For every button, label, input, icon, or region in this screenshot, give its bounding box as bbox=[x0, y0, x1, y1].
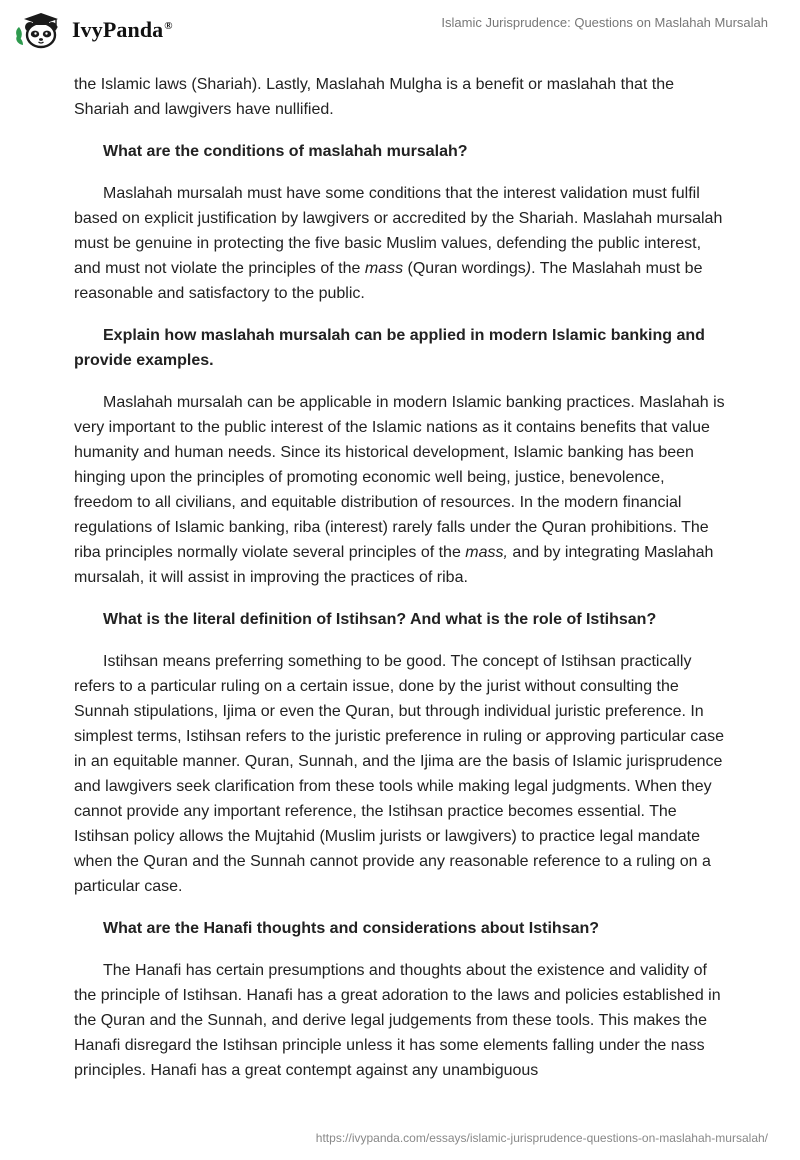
panda-graduate-icon bbox=[14, 10, 66, 50]
paragraph-istihsan: Istihsan means preferring something to be good. The concept of Istihsan practically refers to a particular ruling on a certain issue, done by the jurist without consulting the Sunnah stipulations, Ijima or even the Quran, but through individual juristic preference. In simplest terms, Istihsan refers to the juristic preference in ruling or approving particular case in an equitable manner. Quran, Sunnah, and the Ijima are the basis of Islamic jurisprudence and lawgivers seek clarification from these tools while making legal judgments. When they cannot provide any important reference, the Istihsan practice becomes essential. The Istihsan policy allows the Mujtahid (Muslim jurists or lawgivers) to practice legal mandate when the Quran and the Sunnah cannot provide any reasonable reference to a ruling on a particular case. bbox=[74, 653, 725, 895]
source-url[interactable]: https://ivypanda.com/essays/islamic-jurisprudence-questions-on-maslahah-mursalah/ bbox=[315, 1131, 768, 1145]
question-heading-hanafi: What are the Hanafi thoughts and considerations about Istihsan? bbox=[103, 920, 600, 937]
page-header bbox=[0, 0, 800, 66]
paragraph-continued: the Islamic laws (Shariah). Lastly, Maslahah Mulgha is a benefit or maslahah that the Shariah and lawgivers have nullified. bbox=[74, 76, 674, 118]
question-heading-istihsan: What is the literal definition of Istihsan? And what is the role of Istihsan? bbox=[103, 611, 657, 628]
brand-name: IvyPanda® bbox=[72, 17, 173, 42]
document-title: Islamic Jurisprudence: Questions on Maslahah Mursalah bbox=[441, 15, 768, 30]
paragraph-hanafi: The Hanafi has certain presumptions and thoughts about the existence and validity of the principle of Istihsan. Hanafi has a great adoration to the laws and policies established in the Quran and the Sunnah, and derive legal judgements from these tools. This makes the Hanafi disregard the Istihsan principle unless it has some elements falling under the nass principles. Hanafi has a great contempt against any unambiguous bbox=[74, 962, 721, 1079]
paragraph-conditions: Maslahah mursalah must have some conditions that the interest validation must fulfil based on explicit justification by lawgivers or accredited by the Shariah. Maslahah mursalah must be genuine in protecting the five basic Muslim values, defending the public interest, and must not violate the principles of the mass (Quran wordings). The Maslahah must be reasonable and satisfactory to the public. bbox=[74, 185, 723, 302]
ivypanda-logo[interactable] bbox=[14, 10, 173, 50]
question-heading-banking: Explain how maslahah mursalah can be applied in modern Islamic banking and provide examples. bbox=[74, 327, 705, 369]
paragraph-banking: Maslahah mursalah can be applicable in modern Islamic banking practices. Maslahah is very important to the public interest of the Islamic nations as it contains benefits that value humanity and human needs. Since its historical development, Islamic banking has been hinging upon the principles of promoting economic well being, justice, benevolence, freedom to all civilians, and equitable distribution of resources. In the modern financial regulations of Islamic banking, riba (interest) rarely falls under the Quran prohibitions. The riba principles normally violate several principles of the mass, and by integrating Maslahah mursalah, it will assist in improving the practices of riba. bbox=[74, 394, 725, 586]
essay-body bbox=[74, 72, 726, 1083]
question-heading-conditions: What are the conditions of maslahah mursalah? bbox=[103, 143, 468, 160]
